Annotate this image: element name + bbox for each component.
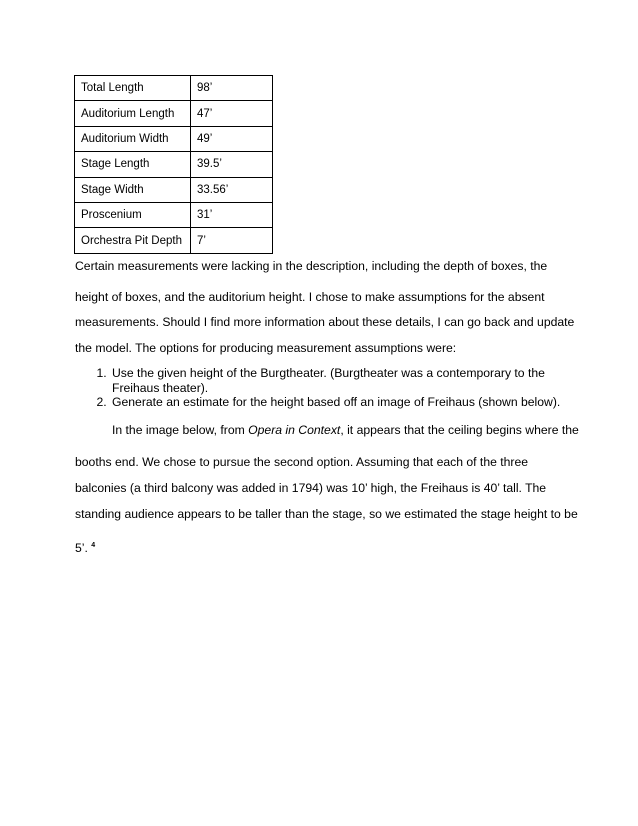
paragraph-line [112, 423, 579, 438]
options-list [75, 366, 570, 410]
paragraph-line: measurements. Should I find more information about these details, I can go back and update [75, 315, 575, 329]
table-row [75, 152, 273, 177]
table-cell-label: Auditorium Width [75, 126, 191, 151]
table-cell-value: 49’ [191, 126, 273, 151]
table-cell-label: Orchestra Pit Depth [75, 228, 191, 253]
table-cell-label: Stage Length [75, 152, 191, 177]
paragraph-text: In the image below, from [112, 423, 249, 437]
table-row [75, 177, 273, 202]
source-title: Opera in Context [248, 423, 341, 437]
paragraph-line: standing audience appears to be taller than the stage, so we estimated the stage height to be [75, 507, 578, 521]
paragraph-line: height of boxes, and the auditorium height. I chose to make assumptions for the absent [75, 290, 545, 304]
table-row [75, 101, 273, 126]
paragraph-line: booths end. We chose to pursue the second option. Assuming that each of the three [75, 455, 529, 469]
paragraph-line: the model. The options for producing measurement assumptions were: [75, 341, 457, 355]
paragraph-text: , it appears that the ceiling begins where the [340, 423, 579, 437]
footnote-marker: 4 [91, 542, 96, 549]
paragraph-text: 5’. [75, 541, 88, 556]
table-row [75, 126, 273, 151]
measurements-table [74, 75, 273, 254]
list-item: 1. Use the given height of the Burgtheater. (Burgtheater was a contemporary to the Freihaus theater). [110, 366, 570, 395]
table-cell-label: Total Length [75, 76, 191, 101]
table-row [75, 202, 273, 227]
paragraph-line: Certain measurements were lacking in the description, including the depth of boxes, the [75, 259, 548, 273]
table-cell-value: 7’ [191, 228, 273, 253]
table-cell-value: 31’ [191, 202, 273, 227]
table-cell-value: 33.56’ [191, 177, 273, 202]
table-cell-label: Auditorium Length [75, 101, 191, 126]
paragraph-line: balconies (a third balcony was added in 1794) was 10’ high, the Freihaus is 40’ tall. The [75, 481, 547, 495]
table-row [75, 76, 273, 101]
table-cell-value: 39.5’ [191, 152, 273, 177]
table-cell-label: Stage Width [75, 177, 191, 202]
table-row [75, 228, 273, 253]
table-cell-value: 98’ [191, 76, 273, 101]
table-cell-label: Proscenium [75, 202, 191, 227]
list-item: 2. Generate an estimate for the height based off an image of Freihaus (shown below). [110, 395, 570, 410]
table-cell-value: 47’ [191, 101, 273, 126]
paragraph-line [75, 538, 95, 556]
